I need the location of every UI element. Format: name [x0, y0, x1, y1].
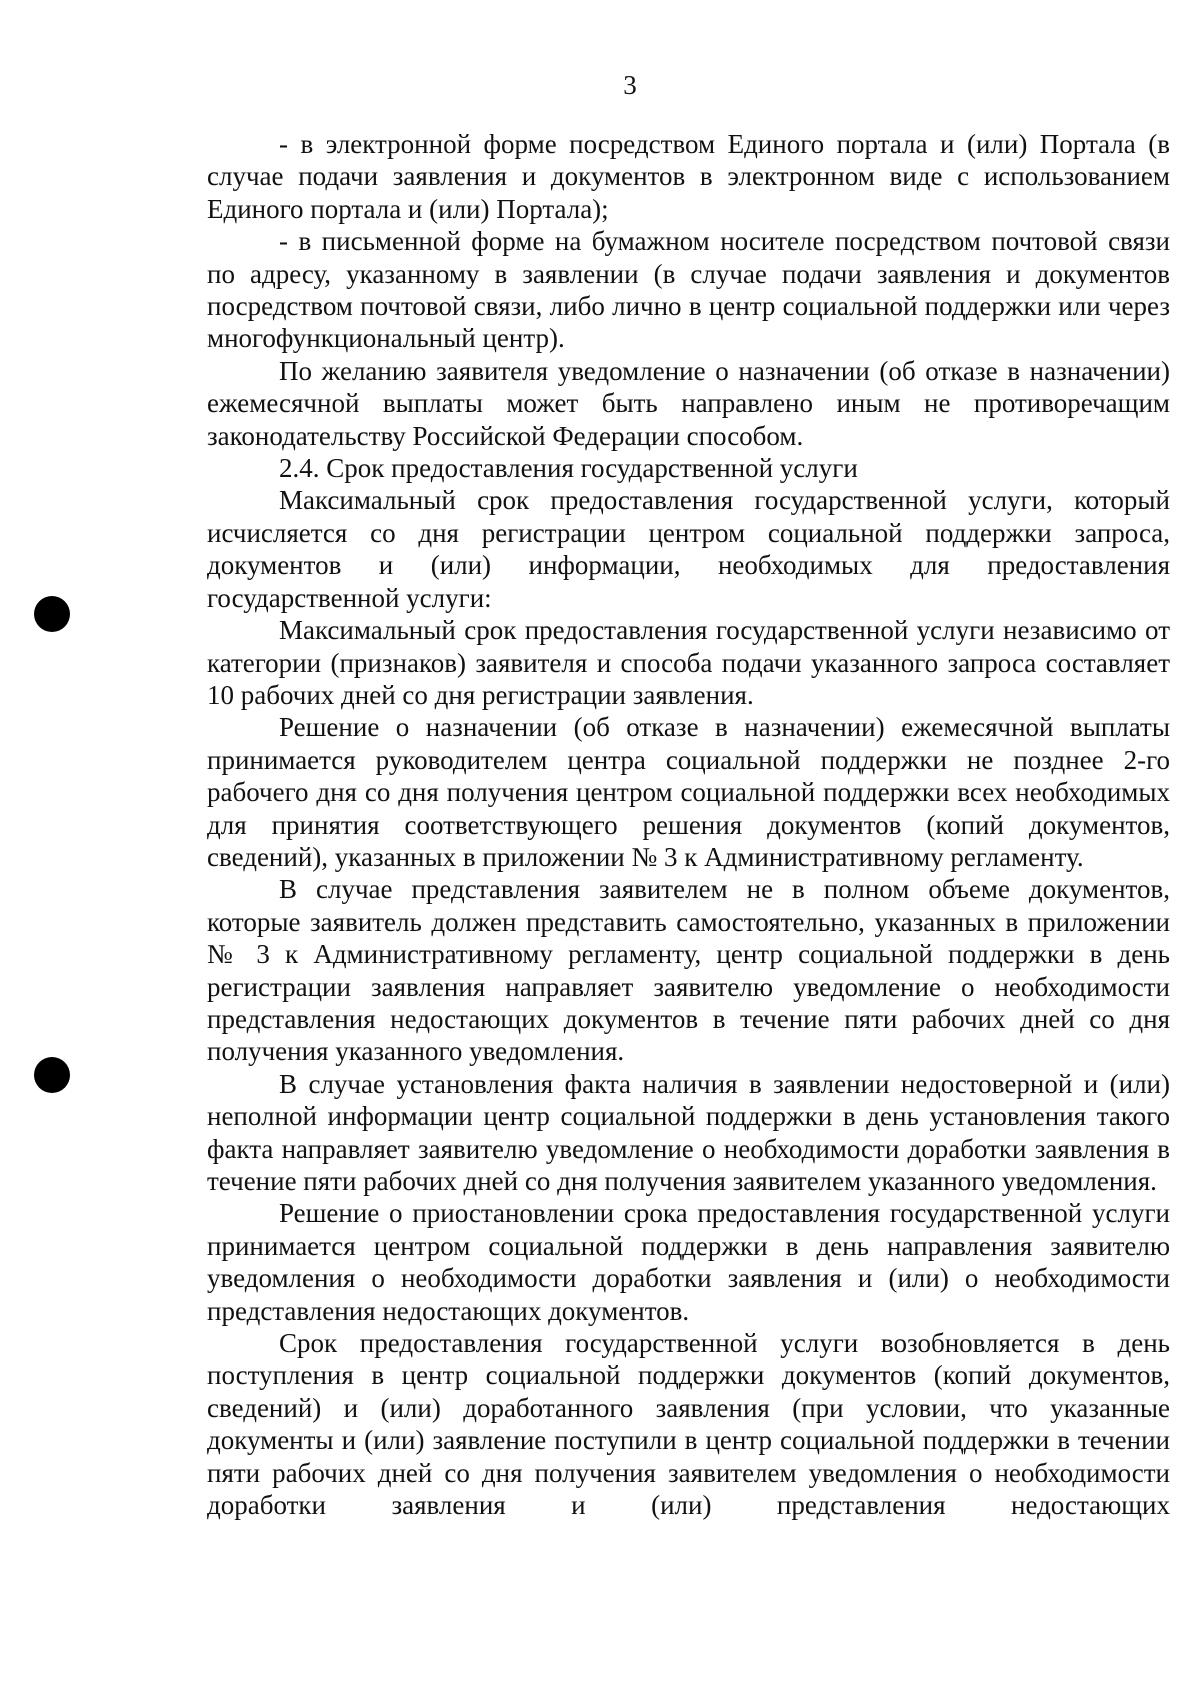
paragraph-electronic-form: - в электронной форме посредством Единого портала и (или) Портала (в случае подачи заявления и документов в электронном виде с использованием Единого портала и (или) Портала); [207, 129, 1170, 224]
punch-hole-top [34, 596, 70, 632]
paragraph-notification-method: По желанию заявителя уведомление о назначении (об отказе в назначении) ежемесячной выплаты может быть направлено иным не противоречащим законодательству Российской Федерации способом. [207, 355, 1170, 451]
paragraph-written-form: - в письменной форме на бумажном носителе посредством почтовой связи по адресу, указанному в заявлении (в случае подачи заявления и документов посредством почтовой связи, либо лично в центр социальной поддержки или через многофункциональный центр). [207, 226, 1170, 354]
paragraph-suspension: Решение о приостановлении срока предоставления государственной услуги принимается центром социальной поддержки в день направления заявителю уведомления о необходимости доработки заявления и (или) о необходимости представления недостающих документов. [207, 1198, 1170, 1326]
document-body [207, 128, 1170, 1521]
paragraph-resumption: Срок предоставления государственной услуги возобновляется в день поступления в центр социальной поддержки документов (копий документов, сведений) и (или) доработанного заявления (при условии, что указанные документы и (или) заявление поступили в центр социальной поддержки в течении пяти рабочих дней со дня получения заявителем уведомления о необходимости доработки заявления и (или) представления недостающих [207, 1328, 1170, 1521]
punch-hole-bottom [34, 1057, 70, 1093]
paragraph-decision: Решение о назначении (об отказе в назначении) ежемесячной выплаты принимается руководителем центра социальной поддержки не позднее 2-го рабочего дня со дня получения центром социальной поддержки всех необходимых для принятия соответствующего решения документов (копий документов, сведений), указанных в приложении № 3 к Административному регламенту. [207, 712, 1170, 872]
paragraph-max-term: Максимальный срок предоставления государственной услуги независимо от категории (признаков) заявителя и способа подачи указанного запроса составляет 10 рабочих дней со дня регистрации заявления. [207, 615, 1170, 710]
paragraph-incomplete-documents: В случае представления заявителем не в полном объеме документов, которые заявитель должен представить самостоятельно, указанных в приложении № 3 к Административному регламенту, центр социальной поддержки в день регистрации заявления направляет заявителю уведомление о необходимости представления недостающих документов в течение пяти рабочих дней со дня получения указанного уведомления. [207, 874, 1170, 1067]
paragraph-max-term-intro: Максимальный срок предоставления государственной услуги, который исчисляется со дня регистрации центром социальной поддержки запроса, документов и (или) информации, необходимых для предоставления государственной услуги: [207, 485, 1170, 613]
paragraph-unreliable-info: В случае установления факта наличия в заявлении недостоверной и (или) неполной информации центр социальной поддержки в день установления такого факта направляет заявителю уведомление о необходимости доработки заявления в течение пяти рабочих дней со дня получения заявителем указанного уведомления. [207, 1068, 1170, 1196]
section-heading-2-4: 2.4. Срок предоставления государственной услуги [279, 453, 858, 484]
page-number: 3 [623, 70, 637, 100]
